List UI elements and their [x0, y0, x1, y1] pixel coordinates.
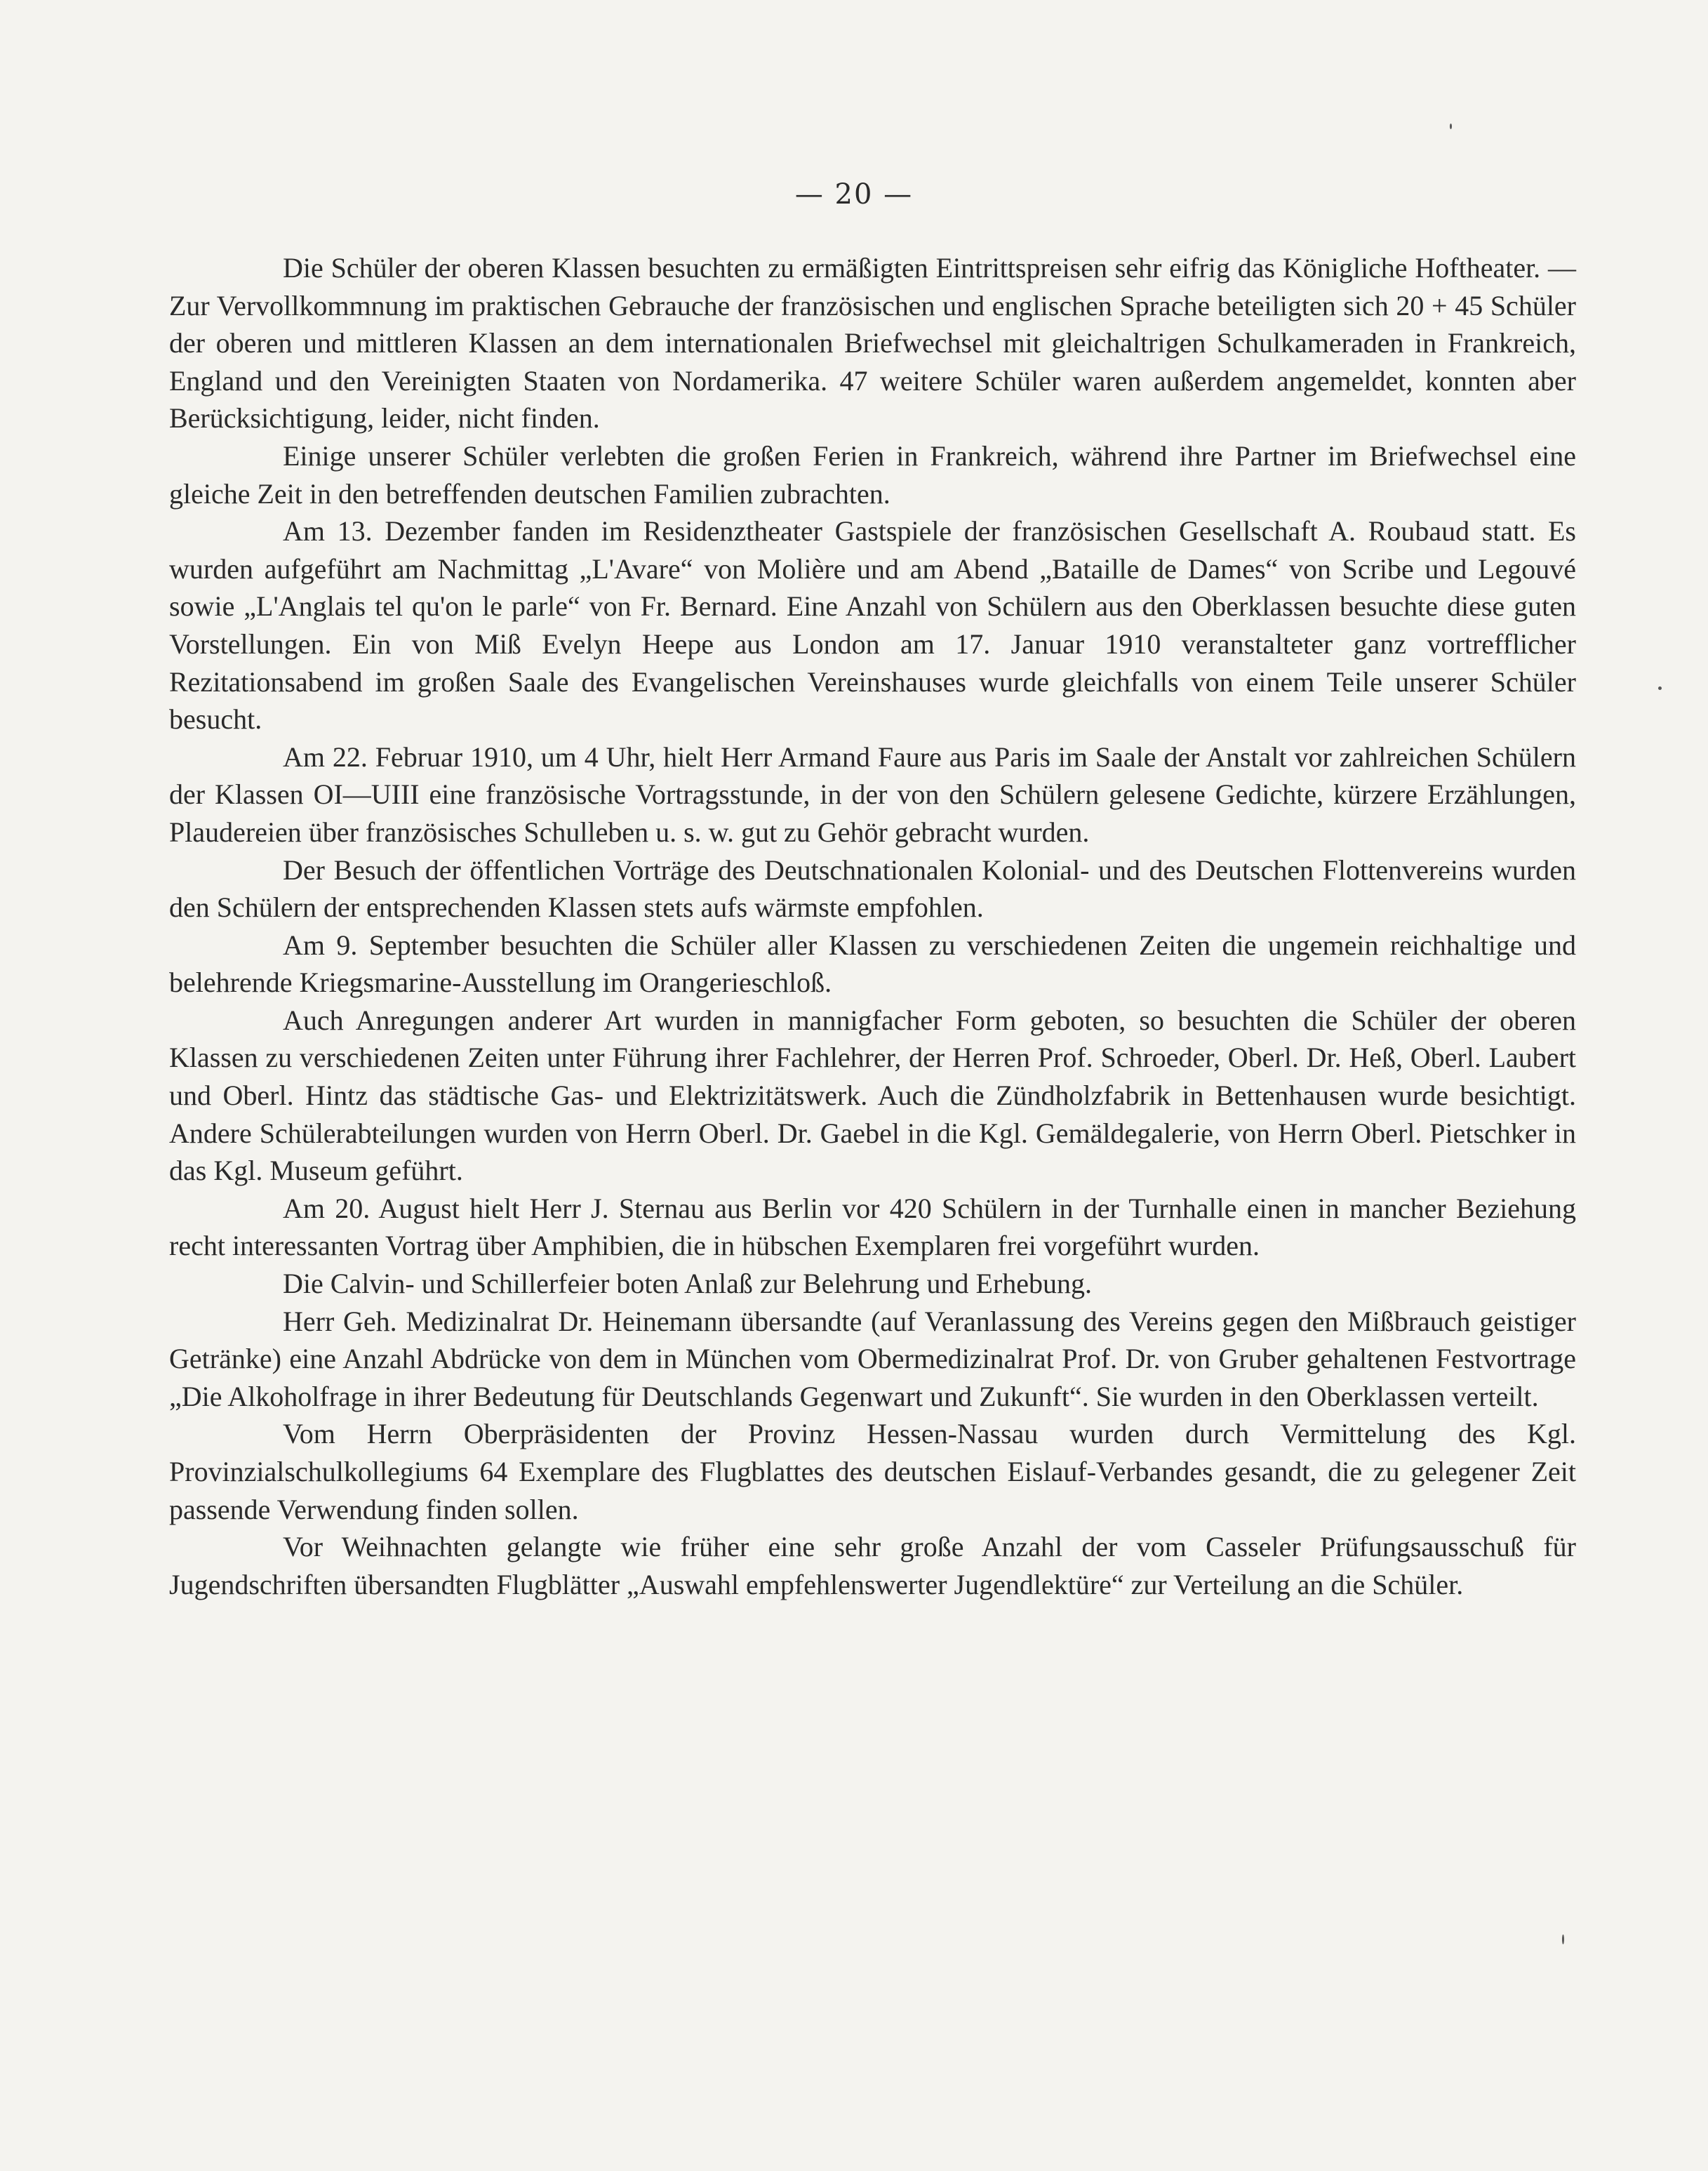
paragraph-vortragsstunde: Am 22. Februar 1910, um 4 Uhr, hielt Herr Armand Faure aus Paris im Saale der Anstalt vor zahlreichen Schülern der Klassen OI—UIII eine französische Vortragsstunde, in der von den Schülern gelesene Gedichte, kürzere Erzählungen, Plaudereien über französisches Schulleben u. s. w. gut zu Gehör gebracht wurden. — [169, 741, 1576, 848]
paragraph-theater-briefwechsel: Die Schüler der oberen Klassen besuchten zu ermäßigten Eintrittspreisen sehr eifrig das Königliche Hoftheater. — Zur Vervollkommnung im praktischen Gebrauche der französischen und englischen Sprache beteiligten sich 20 + 45 Schüler der oberen und mittleren Klassen an dem internationalen Briefwechsel mit gleichaltrigen Schulkameraden in Frankreich, England und den Vereinigten Staaten von Nordamerika. 47 weitere Schüler waren außerdem angemeldet, konnten aber Berücksichtigung, leider, nicht finden. — [169, 252, 1576, 434]
paragraph-calvin-schillerfeier: Die Calvin- und Schillerfeier boten Anlaß zur Belehrung und Erhebung. — [283, 1268, 1093, 1300]
body-text — [169, 249, 1576, 1603]
scan-speck — [1658, 686, 1662, 690]
paragraph-alkoholfrage: Herr Geh. Medizinalrat Dr. Heinemann übersandte (auf Veranlassung des Vereins gegen den Mißbrauch geistiger Getränke) eine Anzahl Abdrücke von dem in München vom Obermedizinalrat Prof. Dr. von Gruber gehaltenen Festvortrage „Die Alkoholfrage in ihrer Bedeutung für Deutschlands Gegenwart und Zukunft“. Sie wurden in den Oberklassen verteilt. — [169, 1305, 1576, 1412]
scan-speck — [1450, 124, 1452, 129]
paragraph-eislauf-flugblatt: Vom Herrn Oberpräsidenten der Provinz Hessen-Nassau wurden durch Vermittelung des Kgl. Provinzialschulkollegiums 64 Exemplare des Flugblattes des deutschen Eislauf-Verbandes gesandt, die zu gelegener Zeit passende Verwendung finden sollen. — [169, 1418, 1576, 1525]
paragraph-kriegsmarine-ausstellung: Am 9. September besuchten die Schüler aller Klassen zu verschiedenen Zeiten die ungemein reichhaltige und belehrende Kriegsmarine-Ausstellung im Orangerieschloß. — [169, 929, 1576, 999]
scan-speck — [1562, 1934, 1564, 1944]
paragraph-jugendlektuere: Vor Weihnachten gelangte wie früher eine sehr große Anzahl der vom Casseler Prüfungsausschuß für Jugendschriften übersandten Flugblätter „Auswahl empfehlenswerter Jugendlektüre“ zur Verteilung an die Schüler. — [169, 1531, 1576, 1600]
paragraph-vortraege-vereine: Der Besuch der öffentlichen Vorträge des Deutschnationalen Kolonial- und des Deutschen Flottenvereins wurden den Schülern der entsprechenden Klassen stets aufs wärmste empfohlen. — [169, 854, 1576, 924]
page-number: — 20 — — [794, 178, 914, 211]
paragraph-amphibien-vortrag: Am 20. August hielt Herr J. Sternau aus Berlin vor 420 Schülern in der Turnhalle einen in mancher Beziehung recht interessanten Vortrag über Amphibien, die in hübschen Exemplaren frei vorgeführt wurden. — [169, 1192, 1576, 1262]
paragraph-anregungen: Auch Anregungen anderer Art wurden in mannigfacher Form geboten, so besuchten die Schüler der oberen Klassen zu verschiedenen Zeiten unter Führung ihrer Fachlehrer, der Herren Prof. Schroeder, Oberl. Dr. Heß, Oberl. Laubert und Oberl. Hintz das städtische Gas- und Elektrizitätswerk. Auch die Zündholzfabrik in Bettenhausen wurde besichtigt. Andere Schülerabteilungen wurden von Herrn Oberl. Dr. Gaebel in die Kgl. Gemäldegalerie, von Herrn Oberl. Pietschker in das Kgl. Museum geführt. — [169, 1004, 1576, 1187]
paragraph-ferien-frankreich: Einige unserer Schüler verlebten die großen Ferien in Frankreich, während ihre Partner im Briefwechsel eine gleiche Zeit in den betreffenden deutschen Familien zubrachten. — [169, 439, 1576, 510]
paragraph-gastspiele: Am 13. Dezember fanden im Residenztheater Gastspiele der französischen Gesellschaft A. Roubaud statt. Es wurden aufgeführt am Nachmittag „L'Avare“ von Molière und am Abend „Bataille de Dames“ von Scribe und Legouvé sowie „L'Anglais tel qu'on le parle“ von Fr. Bernard. Eine Anzahl von Schülern aus den Oberklassen besuchte diese guten Vorstellungen. Ein von Miß Evelyn Heepe aus London am 17. Januar 1910 veranstalteter ganz vortrefflicher Rezitationsabend im großen Saale des Evangelischen Vereinshauses wurde gleichfalls von einem Teile unserer Schüler besucht. — [169, 515, 1576, 736]
